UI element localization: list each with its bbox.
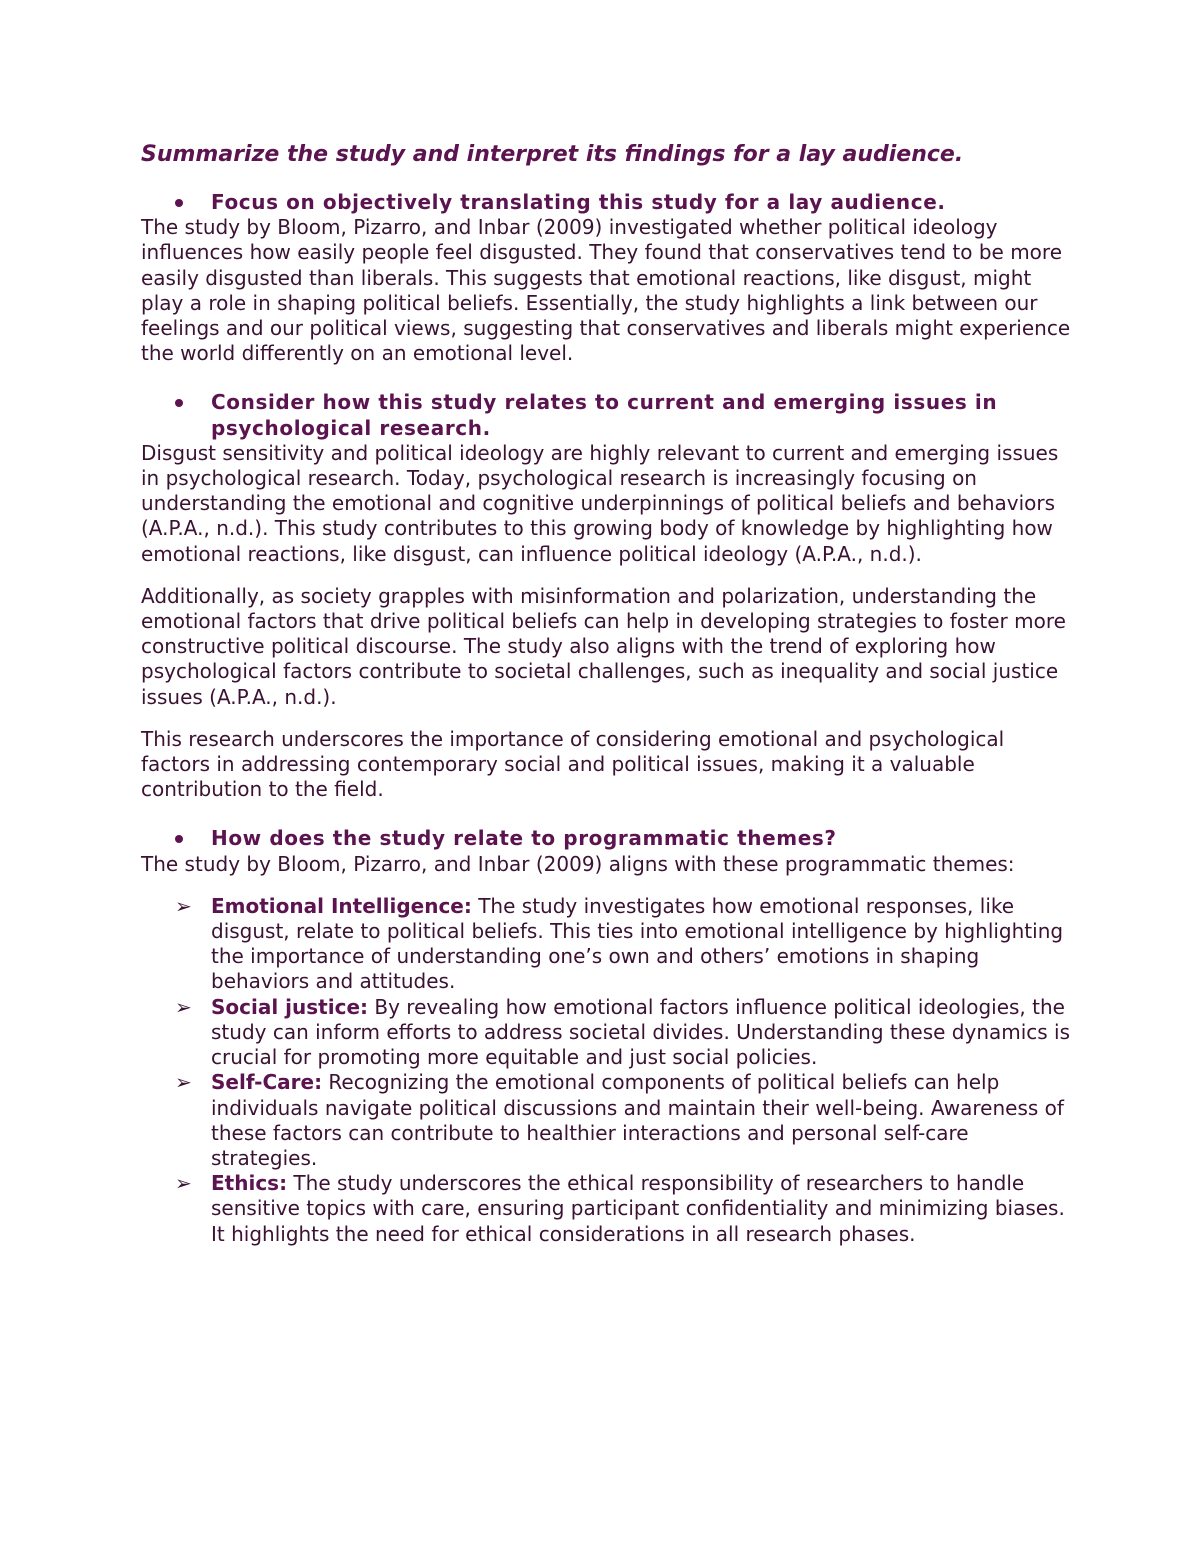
theme-name: Self-Care:	[211, 1070, 323, 1095]
bullet-icon	[175, 199, 183, 207]
section-heading-text: Focus on objectively translating this study for a lay audience.	[211, 190, 946, 214]
section-heading-programmatic-themes	[141, 826, 1071, 851]
theme-item-emotional-intelligence	[141, 894, 1071, 995]
section-heading-text: Consider how this study relates to current and emerging issues in psychological research.	[211, 390, 998, 440]
theme-item-self-care	[141, 1070, 1071, 1171]
document-title: Summarize the study and interpret its findings for a lay audience.	[141, 142, 964, 167]
theme-name: Ethics:	[211, 1171, 288, 1196]
arrow-bullet-icon: ➢	[175, 994, 192, 1019]
theme-text: The study underscores the ethical responsibility of researchers to handle sensitive topics with care, ensuring participant confidentiality and minimizing biases. It highlights the need for ethical considerations in all research phases.	[211, 1171, 1065, 1246]
section-heading-text: How does the study relate to programmatic themes?	[211, 826, 837, 851]
section-heading-lay-audience	[141, 190, 1071, 215]
theme-text: Recognizing the emotional components of political beliefs can help individuals navigate political discussions and maintain their well-being. Awareness of these factors can contribute to healthier interactions and personal self-care strategies.	[211, 1070, 1064, 1170]
document-page	[141, 138, 1071, 1247]
arrow-bullet-icon: ➢	[175, 893, 192, 918]
bullet-icon	[175, 399, 183, 407]
paragraph: The study by Bloom, Pizarro, and Inbar (2009) investigated whether political ideology influences how easily people feel disgusted. They found that conservatives tend to be more easily disgusted than liberals. This suggests that emotional reactions, like disgust, might play a role in shaping political beliefs. Essentially, the study highlights a link between our feelings and our political views, suggesting that conservatives and liberals might experience the world differently on an emotional level.	[141, 215, 1071, 366]
theme-item-ethics	[141, 1171, 1071, 1247]
bullet-icon	[175, 835, 183, 843]
theme-name: Social justice:	[211, 994, 369, 1019]
theme-name: Emotional Intelligence:	[211, 893, 472, 918]
paragraph: This research underscores the importance of considering emotional and psychological factors in addressing contemporary social and political issues, making it a valuable contribution to the field.	[141, 726, 1005, 802]
section-heading-current-issues	[141, 390, 1071, 440]
theme-text: By revealing how emotional factors influence political ideologies, the study can inform efforts to address societal divides. Understanding these dynamics is crucial for promoting more equitable and just social policies.	[211, 994, 1071, 1070]
paragraph: Disgust sensitivity and political ideology are highly relevant to current and emerging issues in psychological research. Today, psychological research is increasingly focusing on understanding the emotional and cognitive underpinnings of political beliefs and behaviors (A.P.A., n.d.). This study contributes to this growing body of knowledge by highlighting how emotional reactions, like disgust, can influence political ideology (A.P.A., n.d.).	[141, 440, 1059, 566]
theme-text: The study investigates how emotional responses, like disgust, relate to political beliefs. This ties into emotional intelligence by highlighting the importance of understanding one’s own and others’ emotions in shaping behaviors and attitudes.	[211, 893, 1064, 994]
arrow-bullet-icon: ➢	[175, 1070, 192, 1095]
theme-item-social-justice	[141, 995, 1071, 1071]
paragraph: The study by Bloom, Pizarro, and Inbar (2009) aligns with these programmatic themes:	[141, 851, 1015, 876]
paragraph: Additionally, as society grapples with misinformation and polarization, understanding the emotional factors that drive political beliefs can help in developing strategies to foster more constructive political discourse. The study also aligns with the trend of exploring how psychological factors contribute to societal challenges, such as inequality and social justice issues (A.P.A., n.d.).	[141, 583, 1066, 709]
arrow-bullet-icon: ➢	[175, 1171, 192, 1196]
